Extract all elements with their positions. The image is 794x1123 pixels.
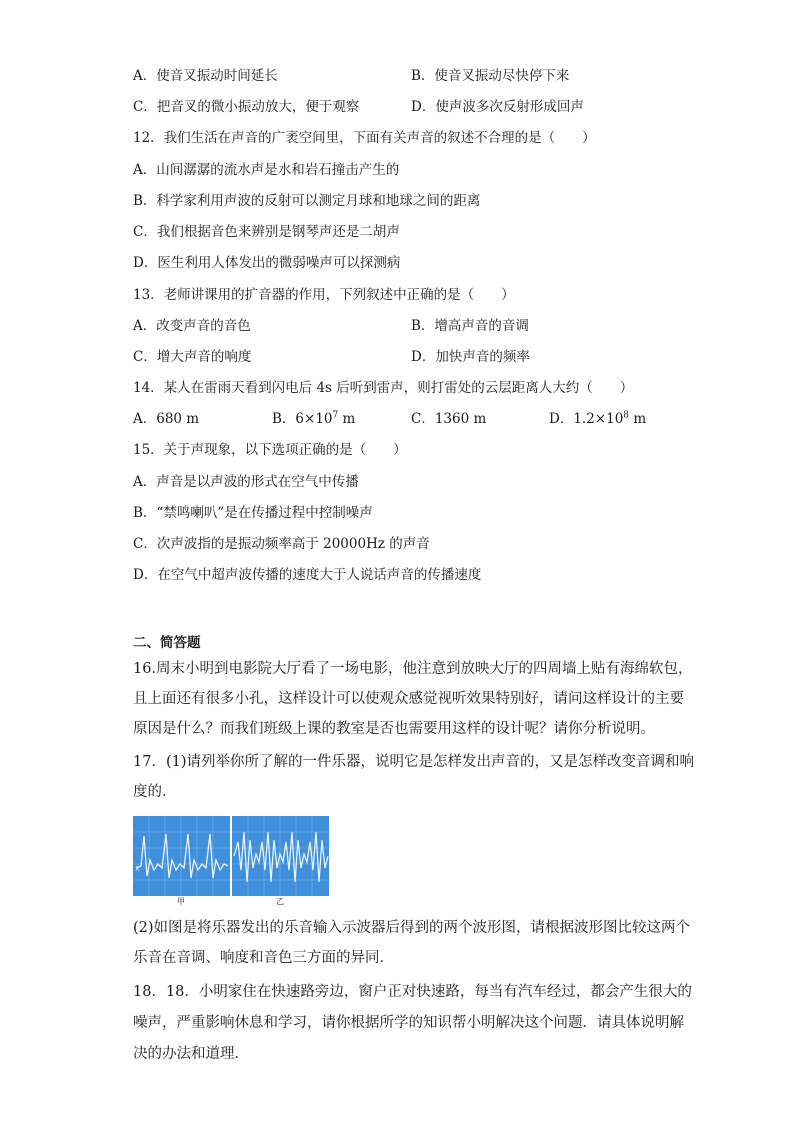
waveform-panel-jia (133, 816, 230, 896)
q15-stem: 15．关于声现象，以下选项正确的是（ ） (133, 442, 407, 458)
q14-option-c: C．1360 m (411, 411, 487, 427)
q14-option-b-unit: m (338, 411, 356, 427)
q13-option-c: C．增大声音的响度 (133, 349, 252, 365)
q18-line-1: 18．18．小明家住在快速路旁边，窗户正对快速路，每当有汽车经过，都会产生很大的 (133, 984, 692, 1000)
q14-option-d-base: D．1.2×10 (549, 411, 624, 427)
q15-option-b: B．“禁鸣喇叭”是在传播过程中控制噪声 (133, 505, 373, 521)
q17-line-4: 乐音在音调、响度和音色三方面的异同． (133, 950, 394, 966)
q13-stem: 13．老师讲课用的扩音器的作用，下列叙述中正确的是（ ） (133, 287, 515, 303)
q18-line-2: 噪声，严重影响休息和学习，请你根据所学的知识帮小明解决这个问题．请具体说明解 (133, 1015, 684, 1031)
q17-line-2: 度的． (133, 784, 177, 800)
oscilloscope-figure (133, 816, 329, 896)
section-heading-short-answer: 二、简答题 (133, 635, 201, 651)
waveform-label-yi: 乙 (276, 897, 284, 906)
q17-line-3: (2)如图是将乐器发出的乐音输入示波器后得到的两个波形图，请根据波形图比较这两个 (133, 920, 691, 936)
q14-option-d (549, 410, 646, 428)
q12-option-c: C．我们根据音色来辨别是钢琴声还是二胡声 (133, 224, 400, 240)
q11-option-b: B．使音叉振动尽快停下来 (411, 68, 570, 84)
q14-option-b (272, 410, 355, 428)
q16-line-3: 原因是什么？而我们班级上课的教室是否也需要用这样的设计呢？请你分析说明。 (133, 721, 655, 737)
q15-option-a: A．声音是以声波的形式在空气中传播 (133, 474, 359, 490)
q12-option-a: A．山间潺潺的流水声是水和岩石撞击产生的 (133, 162, 400, 178)
q13-option-a: A．改变声音的音色 (133, 318, 251, 334)
q11-option-c: C．把音叉的微小振动放大，便于观察 (133, 99, 360, 115)
q14-option-d-exponent: 8 (623, 410, 630, 421)
q18-line-3: 决的办法和道理． (133, 1046, 249, 1062)
q14-stem: 14．某人在雷雨天看到闪电后 4s 后听到雷声，则打雷处的云层距离人大约（ ） (133, 380, 634, 396)
q11-option-d: D．使声波多次反射形成回声 (411, 99, 584, 115)
waveform-jia-graph (133, 816, 230, 896)
q17-line-1: 17．(1)请列举你所了解的一件乐器，说明它是怎样发出声音的，又是怎样改变音调和响 (133, 754, 694, 770)
q15-option-d: D．在空气中超声波传播的速度大于人说话声音的传播速度 (133, 567, 482, 583)
waveform-panel-yi (232, 816, 329, 896)
q12-option-b: B．科学家利用声波的反射可以测定月球和地球之间的距离 (133, 193, 481, 209)
q13-option-d: D．加快声音的频率 (411, 349, 530, 365)
q12-option-d: D．医生利用人体发出的微弱噪声可以探测病 (133, 255, 401, 271)
svg-text:X: X (135, 865, 140, 873)
q14-option-b-base: B．6×10 (272, 411, 333, 427)
q13-option-b: B．增高声音的音调 (411, 318, 529, 334)
q16-line-1: 16.周末小明到电影院大厅看了一场电影，他注意到放映大厅的四周墙上贴有海绵软包， (133, 661, 693, 677)
q12-stem: 12．我们生活在声音的广袤空间里，下面有关声音的叙述不合理的是（ ） (133, 130, 596, 146)
q16-line-2: 且上面还有很多小孔，这样设计可以使观众感觉视听效果特别好，请问这样设计的主要 (133, 691, 684, 707)
waveform-yi-graph (232, 816, 329, 896)
q11-option-a: A．使音叉振动时间延长 (133, 68, 278, 84)
q14-option-d-unit: m (629, 411, 647, 427)
q15-option-c: C．次声波指的是振动频率高于 20000Hz 的声音 (133, 536, 430, 552)
waveform-label-jia: 甲 (177, 897, 185, 906)
q14-option-a: A．680 m (133, 411, 200, 427)
q14-option-b-exponent: 7 (332, 410, 339, 421)
